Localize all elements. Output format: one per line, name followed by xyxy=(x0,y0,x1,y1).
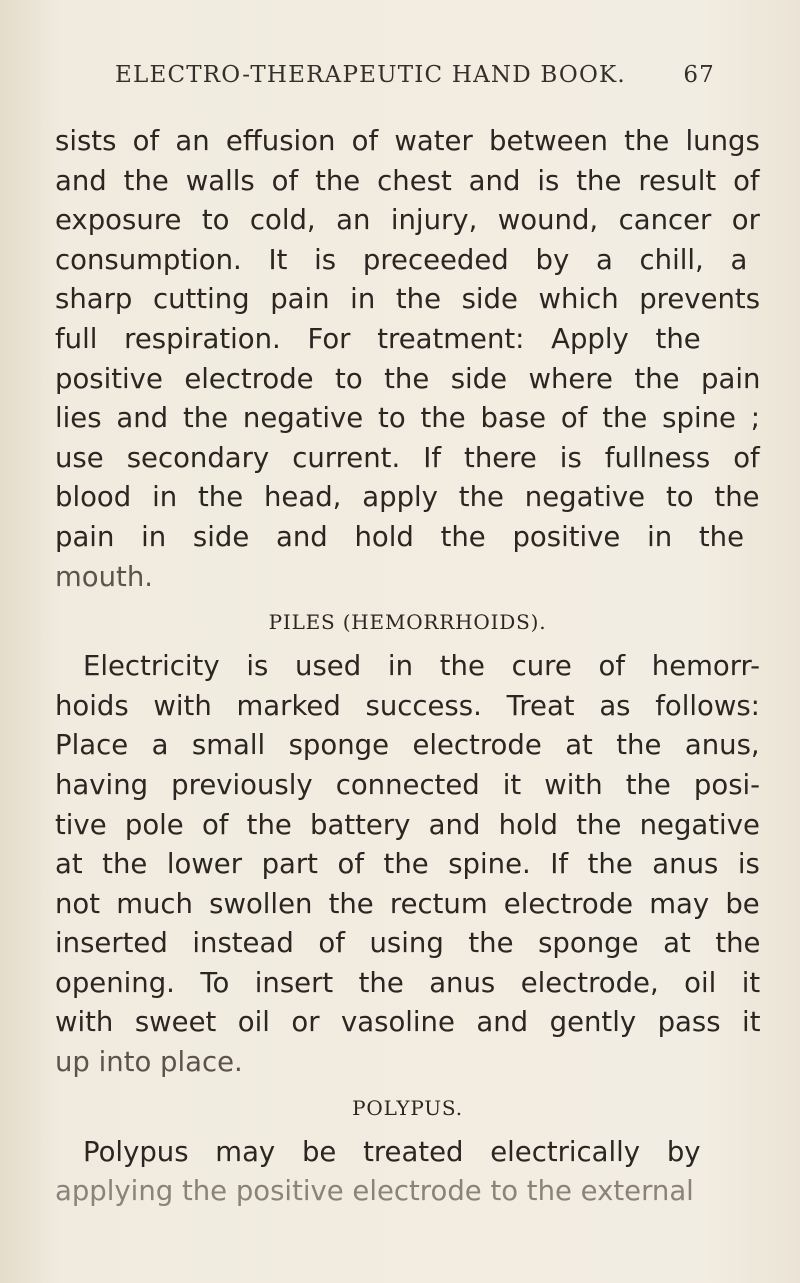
text-line: use secondary current. If there is fullness of xyxy=(55,441,760,474)
text-line: consumption. It is preceeded by a chill, a xyxy=(55,243,748,276)
text-line: and the walls of the chest and is the result of xyxy=(55,164,760,197)
text-line: blood in the head, apply the negative to the xyxy=(55,481,760,514)
text-line: not much swollen the rectum electrode may be xyxy=(55,887,760,920)
text-line: tive pole of the battery and hold the negative xyxy=(55,808,760,841)
text-line: up into place. xyxy=(55,1046,243,1079)
text-line: positive electrode to the side where the pain xyxy=(55,362,761,395)
paragraph-polypus xyxy=(55,1133,760,1212)
text-line: having previously connected it with the posi- xyxy=(55,768,761,801)
text-line: lies and the negative to the base of the spine ; xyxy=(55,402,761,435)
paragraph-pleurisy xyxy=(55,122,760,597)
text-line: mouth. xyxy=(55,560,153,593)
body-text xyxy=(55,122,760,1212)
text-line: hoids with marked success. Treat as follows: xyxy=(55,689,760,722)
text-line: sists of an effusion of water between the lungs xyxy=(55,125,760,157)
text-line: inserted instead of using the sponge at the xyxy=(55,927,761,960)
header-title: ELECTRO-THERAPEUTIC HAND BOOK. xyxy=(115,62,626,88)
text-line: exposure to cold, an injury, wound, cancer or xyxy=(55,204,760,237)
text-line: Polypus may be treated electrically by xyxy=(83,1135,701,1168)
text-line: opening. To insert the anus electrode, oil it xyxy=(55,966,761,999)
text-line: applying the positive electrode to the external xyxy=(55,1175,694,1208)
text-line: at the lower part of the spine. If the anus is xyxy=(55,848,760,881)
text-line: pain in side and hold the positive in the xyxy=(55,520,745,553)
page-number: 67 xyxy=(683,62,715,88)
text-line: Electricity is used in the cure of hemorr- xyxy=(83,650,761,683)
text-line: with sweet oil or vasoline and gently pass it xyxy=(55,1006,761,1039)
text-line: sharp cutting pain in the side which prevents xyxy=(55,283,761,316)
text-line: Place a small sponge electrode at the anus, xyxy=(55,729,760,762)
paragraph-piles xyxy=(55,647,760,1083)
text-line: full respiration. For treatment: Apply the xyxy=(55,322,701,355)
section-heading-polypus: POLYPUS. xyxy=(352,1095,463,1120)
section-heading-piles: PILES (HEMORRHOIDS). xyxy=(268,610,547,635)
running-header xyxy=(115,62,715,102)
